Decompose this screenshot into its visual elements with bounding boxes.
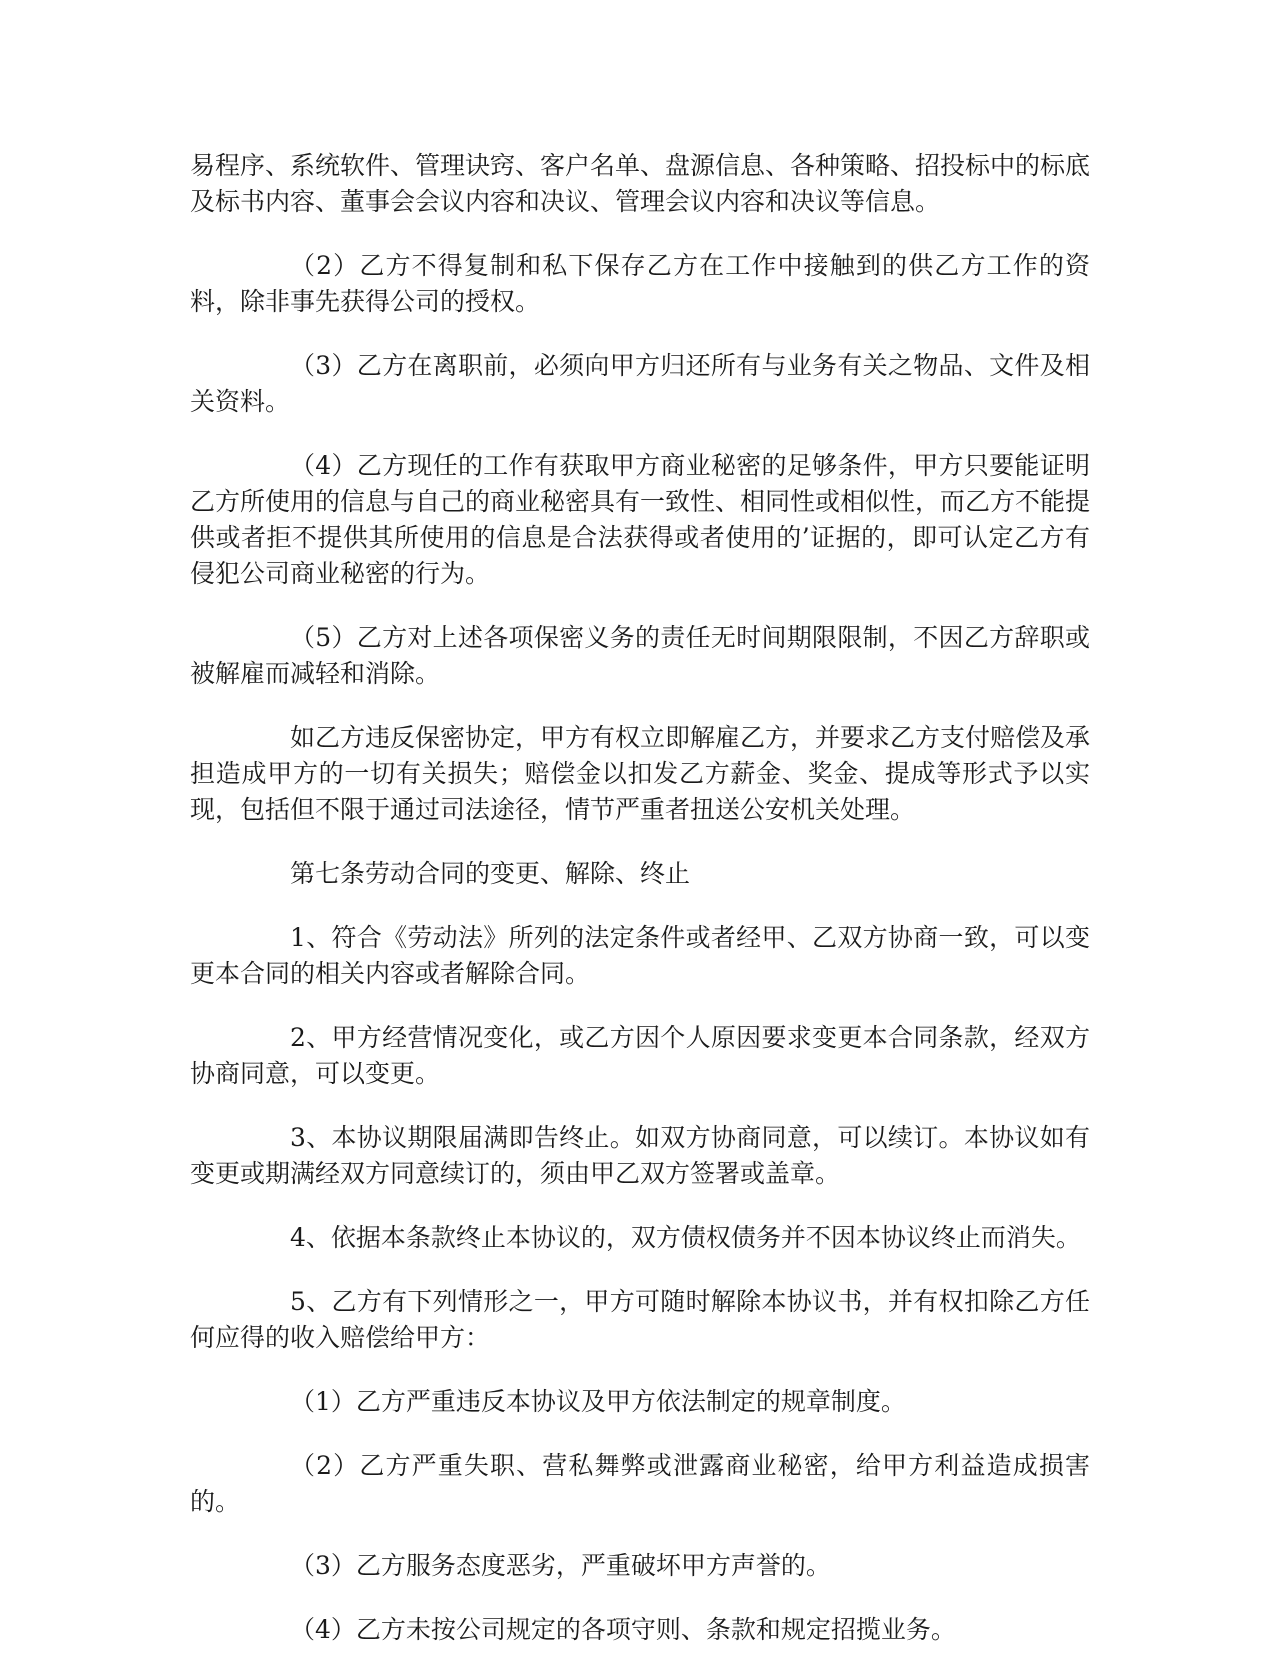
paragraph-clause-2: （2）乙方不得复制和私下保存乙方在工作中接触到的供乙方工作的资料，除非事先获得公司的授权。: [190, 251, 1090, 316]
paragraph-subitem-2: （2）乙方严重失职、营私舞弊或泄露商业秘密，给甲方利益造成损害的。: [190, 1451, 1090, 1516]
paragraph-item-2: 2、甲方经营情况变化，或乙方因个人原因要求变更本合同条款，经双方协商同意，可以变更。: [190, 1023, 1090, 1088]
paragraph-breach: 如乙方违反保密协定，甲方有权立即解雇乙方，并要求乙方支付赔偿及承担造成甲方的一切有关损失；赔偿金以扣发乙方薪金、奖金、提成等形式予以实现，包括但不限于通过司法途径，情节严重者扭送公安机关处理。: [190, 723, 1091, 824]
section-heading-article-7: 第七条劳动合同的变更、解除、终止: [290, 859, 691, 888]
paragraph-clause-3: （3）乙方在离职前，必须向甲方归还所有与业务有关之物品、文件及相关资料。: [190, 351, 1090, 416]
document-body: [190, 148, 1090, 1676]
paragraph-subitem-1: （1）乙方严重违反本协议及甲方依法制定的规章制度。: [290, 1387, 906, 1416]
paragraph-clause-5: （5）乙方对上述各项保密义务的责任无时间期限限制，不因乙方辞职或被解雇而减轻和消除。: [190, 623, 1090, 688]
paragraph-subitem-3: （3）乙方服务态度恶劣，严重破坏甲方声誉的。: [290, 1551, 831, 1580]
paragraph-subitem-4: （4）乙方未按公司规定的各项守则、条款和规定招揽业务。: [290, 1615, 956, 1644]
paragraph-item-5: 5、乙方有下列情形之一，甲方可随时解除本协议书，并有权扣除乙方任何应得的收入赔偿给甲方：: [190, 1287, 1090, 1352]
paragraph-clause-4: （4）乙方现任的工作有获取甲方商业秘密的足够条件，甲方只要能证明乙方所使用的信息与自己的商业秘密具有一致性、相同性或相似性，而乙方不能提供或者拒不提供其所使用的信息是合法获得或者使用的’证据的，即可认定乙方有侵犯公司商业秘密的行为。: [190, 451, 1091, 588]
paragraph-item-4: 4、依据本条款终止本协议的，双方债权债务并不因本协议终止而消失。: [290, 1223, 1081, 1252]
paragraph-item-1: 1、符合《劳动法》所列的法定条件或者经甲、乙双方协商一致，可以变更本合同的相关内容或者解除合同。: [190, 923, 1090, 988]
paragraph-continuation: 易程序、系统软件、管理诀窍、客户名单、盘源信息、各种策略、招投标中的标底及标书内容、董事会会议内容和决议、管理会议内容和决议等信息。: [190, 151, 1091, 216]
paragraph-item-3: 3、本协议期限届满即告终止。如双方协商同意，可以续订。本协议如有变更或期满经双方同意续订的，须由甲乙双方签署或盖章。: [190, 1123, 1090, 1188]
